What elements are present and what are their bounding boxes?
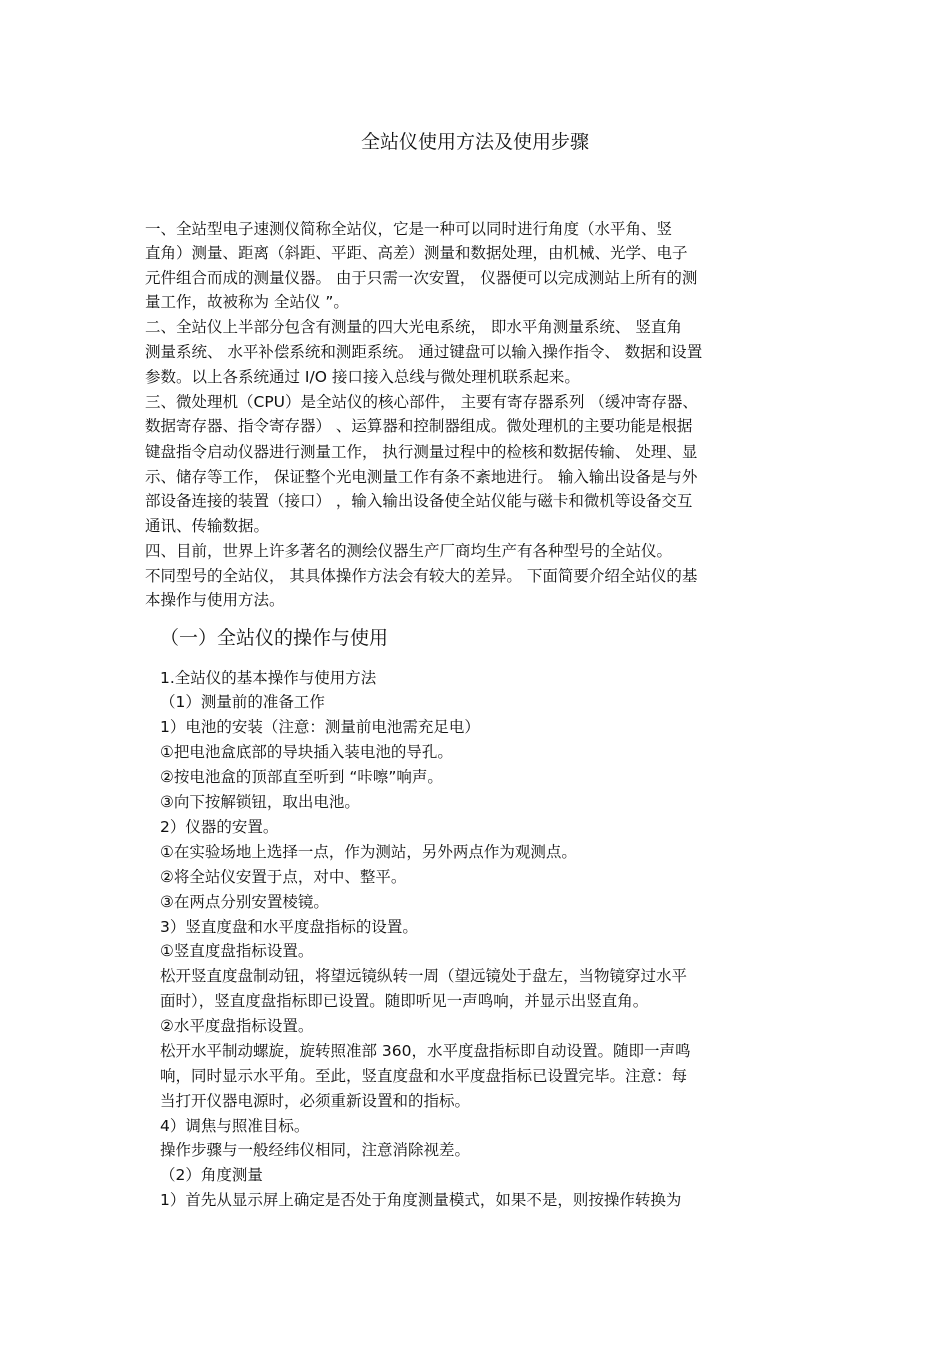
intro-line: 元件组合而成的测量仪器。 由于只需一次安置， 仪器便可以完成测站上所有的测 (145, 269, 698, 287)
body-line: 1）电池的安装（注意：测量前电池需充足电） (160, 718, 480, 736)
body-line: 松开竖直度盘制动钮，将望远镜纵转一周（望远镜处于盘左，当物镜穿过水平 (160, 967, 688, 985)
body-line: 当打开仪器电源时，必须重新设置和的指标。 (160, 1092, 471, 1110)
body-line: ③向下按解锁钮，取出电池。 (160, 793, 360, 811)
document-title: 全站仪使用方法及使用步骤 (360, 131, 589, 153)
intro-line: 四、目前，世界上许多著名的测绘仪器生产厂商均生产有各种型号的全站仪。 (145, 542, 673, 560)
intro-line: 键盘指令启动仪器进行测量工作， 执行测量过程中的检核和数据传输、 处理、显 (145, 443, 698, 461)
intro-line: 三、微处理机（CPU）是全站仪的核心部件， 主要有寄存器系列 （缓冲寄存器、 (145, 393, 698, 411)
body-line: ①在实验场地上选择一点，作为测站，另外两点作为观测点。 (160, 843, 577, 861)
intro-line: 量工作，故被称为 全站仪 ”。 (145, 293, 349, 311)
intro-line: 数据寄存器、指令寄存器） 、运算器和控制器组成。微处理机的主要功能是根据 (145, 417, 693, 435)
intro-line: 参数。以上各系统通过 I/O 接口接入总线与微处理机联系起来。 (145, 368, 580, 386)
intro-line: 二、全站仪上半部分包含有测量的四大光电系统， 即水平角测量系统、 竖直角 (145, 318, 682, 336)
intro-line: 直角）测量、距离（斜距、平距、高差）测量和数据处理，由机械、光学、电子 (145, 244, 688, 262)
intro-line: 通讯、传输数据。 (145, 517, 270, 535)
body-line: （2）角度测量 (160, 1166, 263, 1184)
body-line: 1）首先从显示屏上确定是否处于角度测量模式，如果不是，则按操作转换为 (160, 1191, 682, 1209)
intro-line: 本操作与使用方法。 (145, 591, 285, 609)
intro-line: 测量系统、 水平补偿系统和测距系统。 通过键盘可以输入操作指令、 数据和设置 (145, 343, 703, 361)
body-line: ①竖直度盘指标设置。 (160, 942, 314, 960)
body-line: 面时），竖直度盘指标即已设置。随即听见一声鸣响，并显示出竖直角。 (160, 992, 649, 1010)
section-heading: （一）全站仪的操作与使用 (160, 627, 389, 649)
body-line: （1）测量前的准备工作 (160, 693, 325, 711)
intro-line: 示、储存等工作， 保证整个光电测量工作有条不紊地进行。 输入输出设备是与外 (145, 468, 698, 486)
intro-line: 不同型号的全站仪， 其具体操作方法会有较大的差异。 下面简要介绍全站仪的基 (145, 567, 698, 585)
intro-line: 一、全站型电子速测仪简称全站仪，它是一种可以同时进行角度（水平角、竖 (145, 220, 673, 238)
body-line: 操作步骤与一般经纬仪相同，注意消除视差。 (160, 1141, 471, 1159)
body-line: 2）仪器的安置。 (160, 818, 279, 836)
body-line: 4）调焦与照准目标。 (160, 1117, 310, 1135)
body-line: ①把电池盒底部的导块插入装电池的导孔。 (160, 743, 453, 761)
body-line: 3）竖直度盘和水平度盘指标的设置。 (160, 918, 418, 936)
intro-line: 部设备连接的装置（接口） ，输入输出设备使全站仪能与磁卡和微机等设备交互 (145, 492, 693, 510)
body-line: ②水平度盘指标设置。 (160, 1017, 314, 1035)
body-line: ②按电池盒的顶部直至听到 “咔嚓”响声。 (160, 768, 443, 786)
body-line: 响，同时显示水平角。至此，竖直度盘和水平度盘指标已设置完毕。注意：每 (160, 1067, 688, 1085)
body-line: 1.全站仪的基本操作与使用方法 (160, 669, 377, 687)
body-line: ②将全站仪安置于点，对中、整平。 (160, 868, 407, 886)
body-line: 松开水平制动螺旋，旋转照准部 360，水平度盘指标即自动设置。随即一声鸣 (160, 1042, 691, 1060)
body-line: ③在两点分别安置棱镜。 (160, 893, 329, 911)
